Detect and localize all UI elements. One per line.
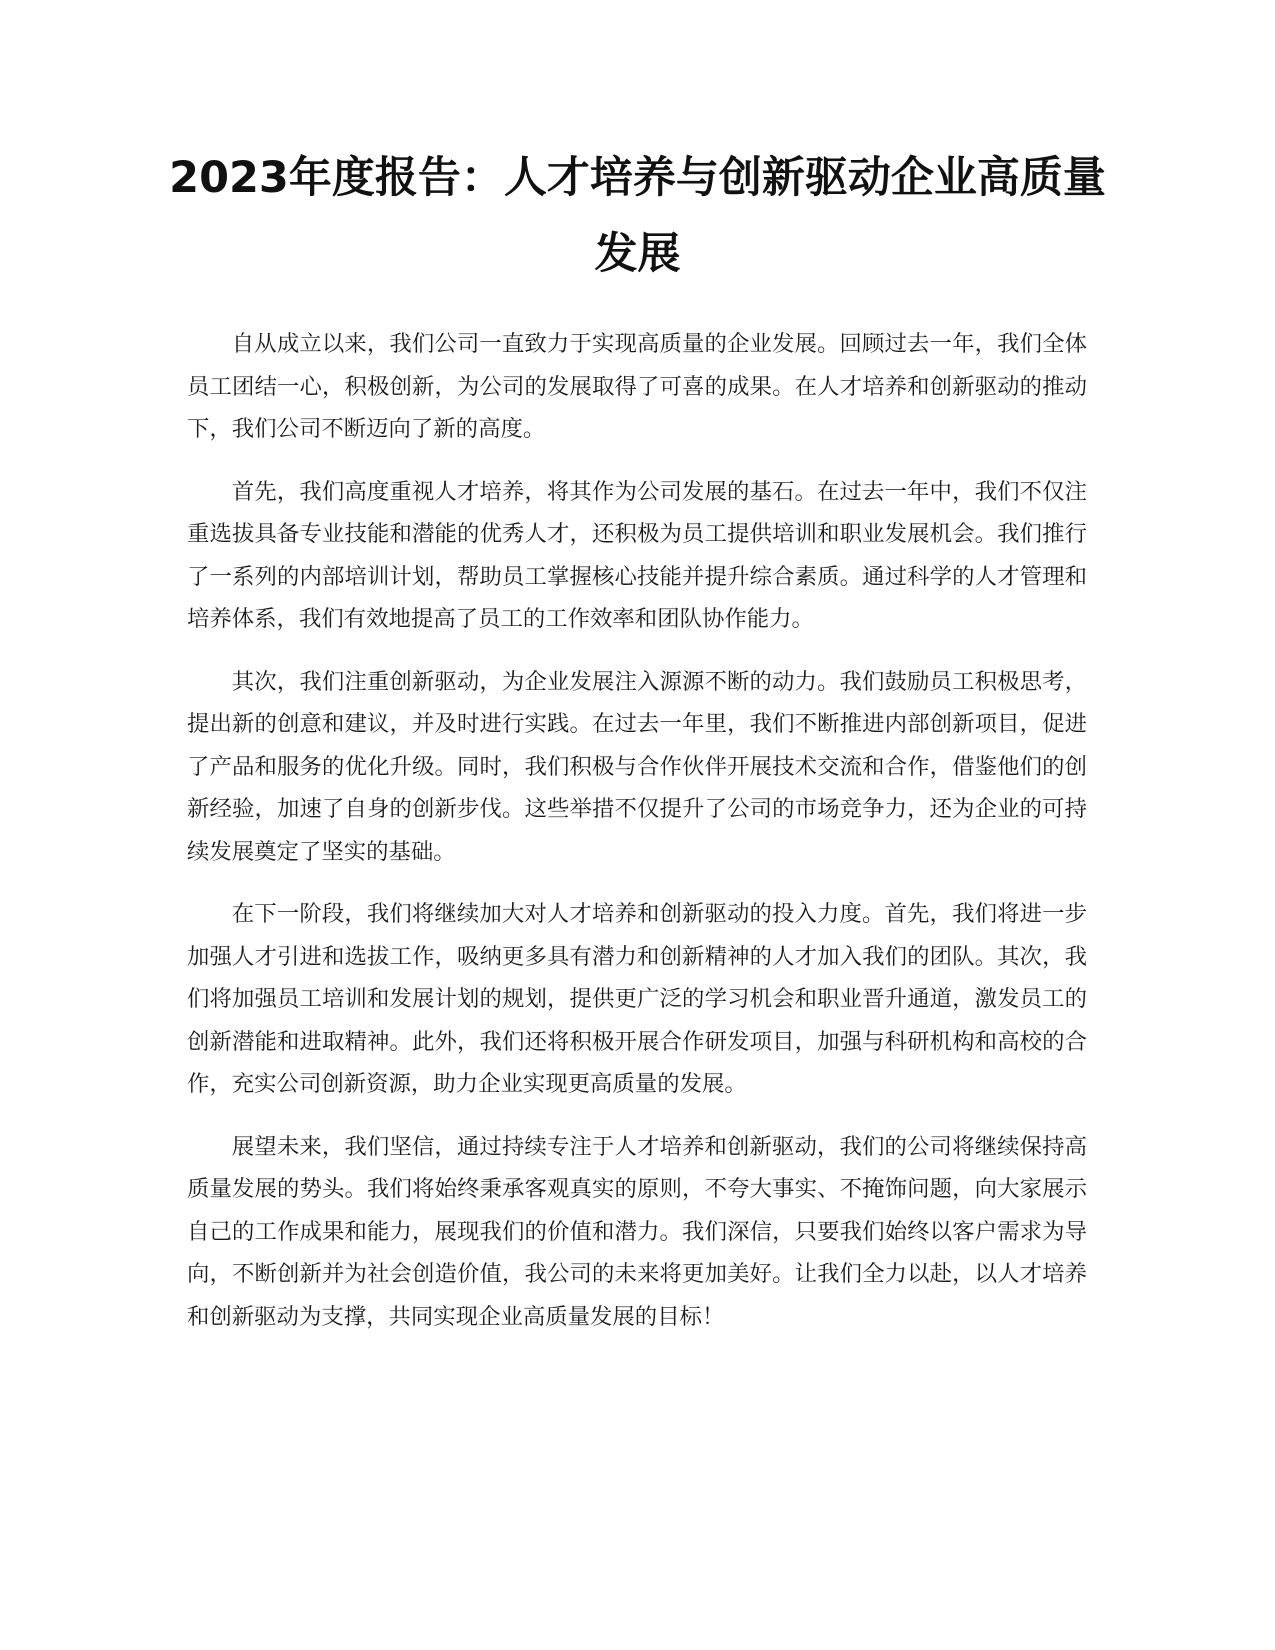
paragraph-outlook: 展望未来，我们坚信，通过持续专注于人才培养和创新驱动，我们的公司将继续保持高质量发展的势头。我们将始终秉承客观真实的原则，不夸大事实、不掩饰问题，向大家展示自己的工作成果和能力，展现我们的价值和潜力。我们深信，只要我们始终以客户需求为导向，不断创新并为社会创造价值，我公司的未来将更加美好。让我们全力以赴，以人才培养和创新驱动为支撑，共同实现企业高质量发展的目标！ <box>187 1133 1087 1330</box>
paragraph-next-stage: 在下一阶段，我们将继续加大对人才培养和创新驱动的投入力度。首先，我们将进一步加强人才引进和选拔工作，吸纳更多具有潜力和创新精神的人才加入我们的团队。其次，我们将加强员工培训和发展计划的规划，提供更广泛的学习机会和职业晋升通道，激发员工的创新潜能和进取精神。此外，我们还将积极开展合作研发项目，加强与科研机构和高校的合作，充实公司创新资源，助力企业实现更高质量的发展。 <box>187 901 1087 1097</box>
document-body <box>187 323 1087 1358</box>
paragraph-talent-development: 首先，我们高度重视人才培养，将其作为公司发展的基石。在过去一年中，我们不仅注重选拔具备专业技能和潜能的优秀人才，还积极为员工提供培训和职业发展机会。我们推行了一系列的内部培训计划，帮助员工掌握核心技能并提升综合素质。通过科学的人才管理和培养体系，我们有效地提高了员工的工作效率和团队协作能力。 <box>187 478 1087 632</box>
paragraph-innovation-driven: 其次，我们注重创新驱动，为企业发展注入源源不断的动力。我们鼓励员工积极思考，提出新的创意和建议，并及时进行实践。在过去一年里，我们不断推进内部创新项目，促进了产品和服务的优化升级。同时，我们积极与合作伙伴开展技术交流和合作，借鉴他们的创新经验，加速了自身的创新步伐。这些举措不仅提升了公司的市场竞争力，还为企业的可持续发展奠定了坚实的基础。 <box>187 668 1087 865</box>
document-title: 2023年度报告：人才培养与创新驱动企业高质量发展 <box>169 153 1106 279</box>
paragraph-intro: 自从成立以来，我们公司一直致力于实现高质量的企业发展。回顾过去一年，我们全体员工团结一心，积极创新，为公司的发展取得了可喜的成果。在人才培养和创新驱动的推动下，我们公司不断迈向了新的高度。 <box>187 331 1087 442</box>
